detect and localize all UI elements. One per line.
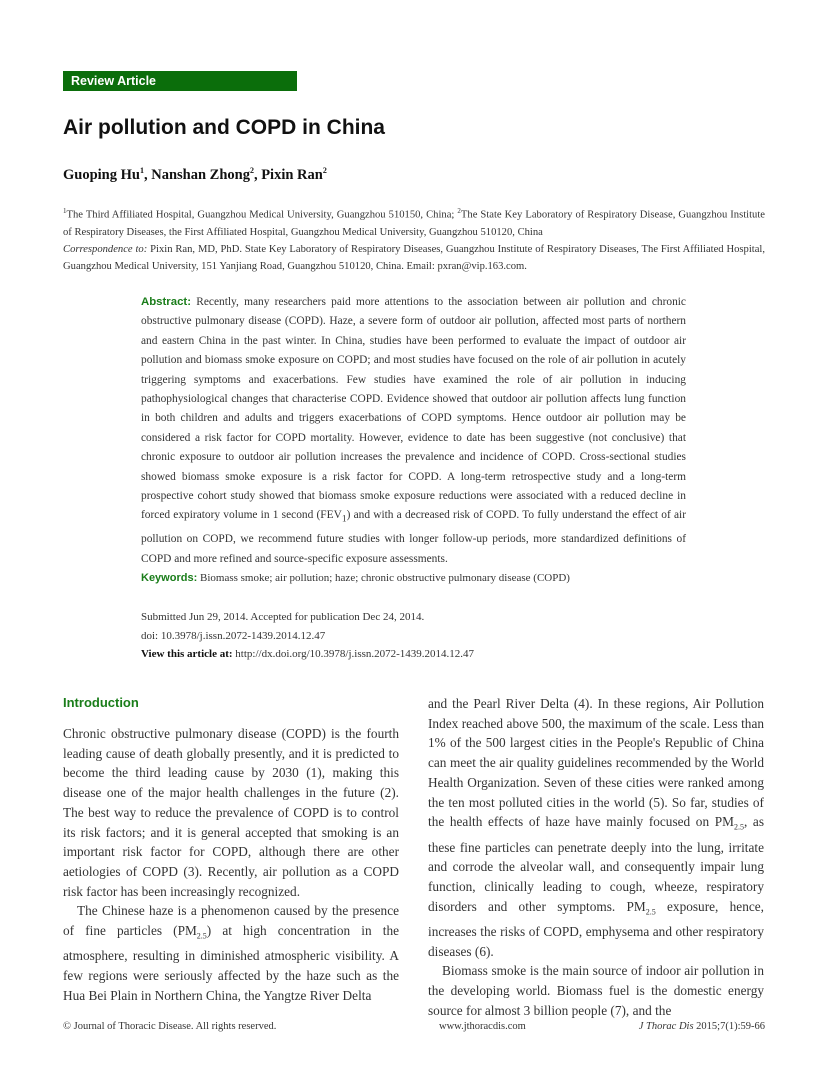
body-column-left xyxy=(63,694,399,1006)
abstract-label: Abstract: xyxy=(141,296,192,308)
body-text: and the Pearl River Delta (4). In these regions, Air Pollution Index reached above 500, the maximum of the scale. Less than 1% of the 500 largest cities in the People's Republic of China can meet the air quality guidelines recommended by the World Health Organization. Seven of these cities were ranked among the ten most polluted cities in the world (5). So far, studies of the health effects of haze have mainly focused on PM xyxy=(428,696,764,830)
affiliation-mark: 2 xyxy=(457,207,461,215)
view-article-link[interactable]: http://dx.doi.org/10.3978/j.issn.2072-1439.2014.12.47 xyxy=(232,648,475,660)
abstract-subscript: 1 xyxy=(341,514,347,525)
body-paragraph: Chronic obstructive pulmonary disease (COPD) is the fourth leading cause of death globally presently, and it is predicted to become the third leading cause by 2030 (1), making this disease one of the major health challenges in the future (2). The best way to reduce the prevalence of COPD is to control its risk factors; and it is general accepted that smoking is an important risk factor for COPD, although there are other aetiologies of COPD (3). Recently, air pollution as a COPD risk factor has been increasingly recognized. xyxy=(63,726,399,899)
footer-journal-abbrev: J Thorac Dis xyxy=(638,1021,694,1032)
subscript: 2.5 xyxy=(196,931,207,941)
author-list: Guoping Hu$^1$, Nanshan Zhong$^2$, Pixin Ran$^2$ xyxy=(63,166,327,183)
view-article-line xyxy=(141,645,701,664)
affiliation-2: The State Key Laboratory of Respiratory Disease, Guangzhou Institute of Respiratory Diseases, the First Affiliated Hospital, Guangzhou Medical University, Guangzhou 510120, China xyxy=(63,209,766,238)
correspondence-text: Pixin Ran, MD, PhD. State Key Laboratory of Respiratory Diseases, Guangzhou Institute of Respiratory Diseases, The First Affiliated Hospital, Guangzhou Medical University, 151 Yanjiang Road, Guangzhou 510120, China. Email: pxran@vip.163.com. xyxy=(63,244,765,273)
abstract xyxy=(141,293,686,569)
body-paragraph: Biomass smoke is the main source of indoor air pollution in the developing world. Biomass fuel is the domestic energy source for almost 3 billion people (7), and the xyxy=(428,963,764,1018)
article-meta xyxy=(141,608,701,664)
author-name: Guoping Hu xyxy=(63,166,140,183)
abstract-text-cont: ) and with a decreased risk of COPD. To fully understand the effect of air pollution on COPD, we recommend future studies with longer follow-up periods, more standardized definitions of COPD and more refined and source-specific exposure assessments. xyxy=(141,509,686,565)
view-article-label: View this article at: xyxy=(141,648,233,660)
footer-volume-pages: 2015;7(1):59-66 xyxy=(693,1021,765,1032)
body-column-right xyxy=(428,694,764,1021)
subscript: 2.5 xyxy=(733,822,744,832)
author-affiliation-mark: 1 xyxy=(139,166,144,175)
article-type-band xyxy=(63,71,297,91)
affiliation-1: The Third Affiliated Hospital, Guangzhou Medical University, Guangzhou 510150, China; xyxy=(66,209,458,221)
author-affiliation-mark: 2 xyxy=(322,166,327,175)
body-paragraph xyxy=(63,901,399,1005)
subscript: 2.5 xyxy=(645,907,656,917)
body-text: The Chinese haze is a phenomenon caused by the presence of fine particles (PM xyxy=(63,903,399,939)
affiliation-mark: 1 xyxy=(63,207,67,215)
keywords-label: Keywords: xyxy=(141,572,198,584)
section-heading-introduction: Introduction xyxy=(63,695,139,710)
footer-citation xyxy=(639,1021,765,1032)
author-name: Nanshan Zhong xyxy=(151,166,250,183)
keywords-text: Biomass smoke; air pollution; haze; chronic obstructive pulmonary disease (COPD) xyxy=(197,572,570,584)
body-text: ) at high concentration in the atmosphere, resulting in diminished atmospheric visibility. A few regions were seriously affected by the haze such as the Hua Bei Plain in Northern China, the Yangtze River Delta xyxy=(63,923,399,1003)
abstract-text: Recently, many researchers paid more attentions to the association between air pollution and chronic obstructive pulmonary disease (COPD). Haze, a severe form of outdoor air pollution, affected most parts of northern and eastern China in the past winter. In China, studies have been performed to evaluate the impact of outdoor air pollution and biomass smoke exposure on COPD; and most studies have focused on the role of air pollution in acutely triggering symptoms and exacerbations. Few studies have examined the role of air pollution in inducing pathophysiological changes that characterise COPD. Evidence showed that outdoor air pollution affects lung function in both children and adults and triggers exacerbations of COPD symptoms. Hence outdoor air pollution may be considered a risk factor for COPD mortality. However, evidence to date has been suggestive (not conclusive) that chronic exposure to outdoor air pollution increases the prevalence and incidence of COPD. Cross-sectional studies showed biomass smoke exposure is a risk factor for COPD. A long-term retrospective study and a long-term prospective cohort study showed that biomass smoke exposure reductions were associated with a reduced decline in forced expiratory volume in 1 second (FEV xyxy=(141,296,686,522)
body-paragraph xyxy=(428,694,764,961)
submission-dates: Submitted Jun 29, 2014. Accepted for publication Dec 24, 2014. xyxy=(141,611,425,623)
author-name: Pixin Ran xyxy=(261,166,323,183)
body-text: , as these fine particles can penetrate deeply into the lung, irritate and corrode the alveolar wall, and consequently impair lung function, clinically leading to cough, wheeze, respiratory disorders and other symptoms. PM xyxy=(428,814,764,914)
footer-website[interactable]: www.jthoracdis.com xyxy=(439,1021,526,1032)
keywords xyxy=(141,572,701,584)
correspondence-label: Correspondence to: xyxy=(63,244,148,256)
affiliations xyxy=(63,203,765,276)
author-affiliation-mark: 2 xyxy=(249,166,254,175)
article-title: Air pollution and COPD in China xyxy=(63,116,385,139)
body-text: exposure, hence, increases the risks of COPD, emphysema and other respiratory diseases (6). xyxy=(428,898,764,959)
footer-copyright: © Journal of Thoracic Disease. All rights reserved. xyxy=(63,1021,277,1032)
doi: doi: 10.3978/j.issn.2072-1439.2014.12.47 xyxy=(141,629,326,642)
article-type-label: Review Article xyxy=(71,74,156,88)
